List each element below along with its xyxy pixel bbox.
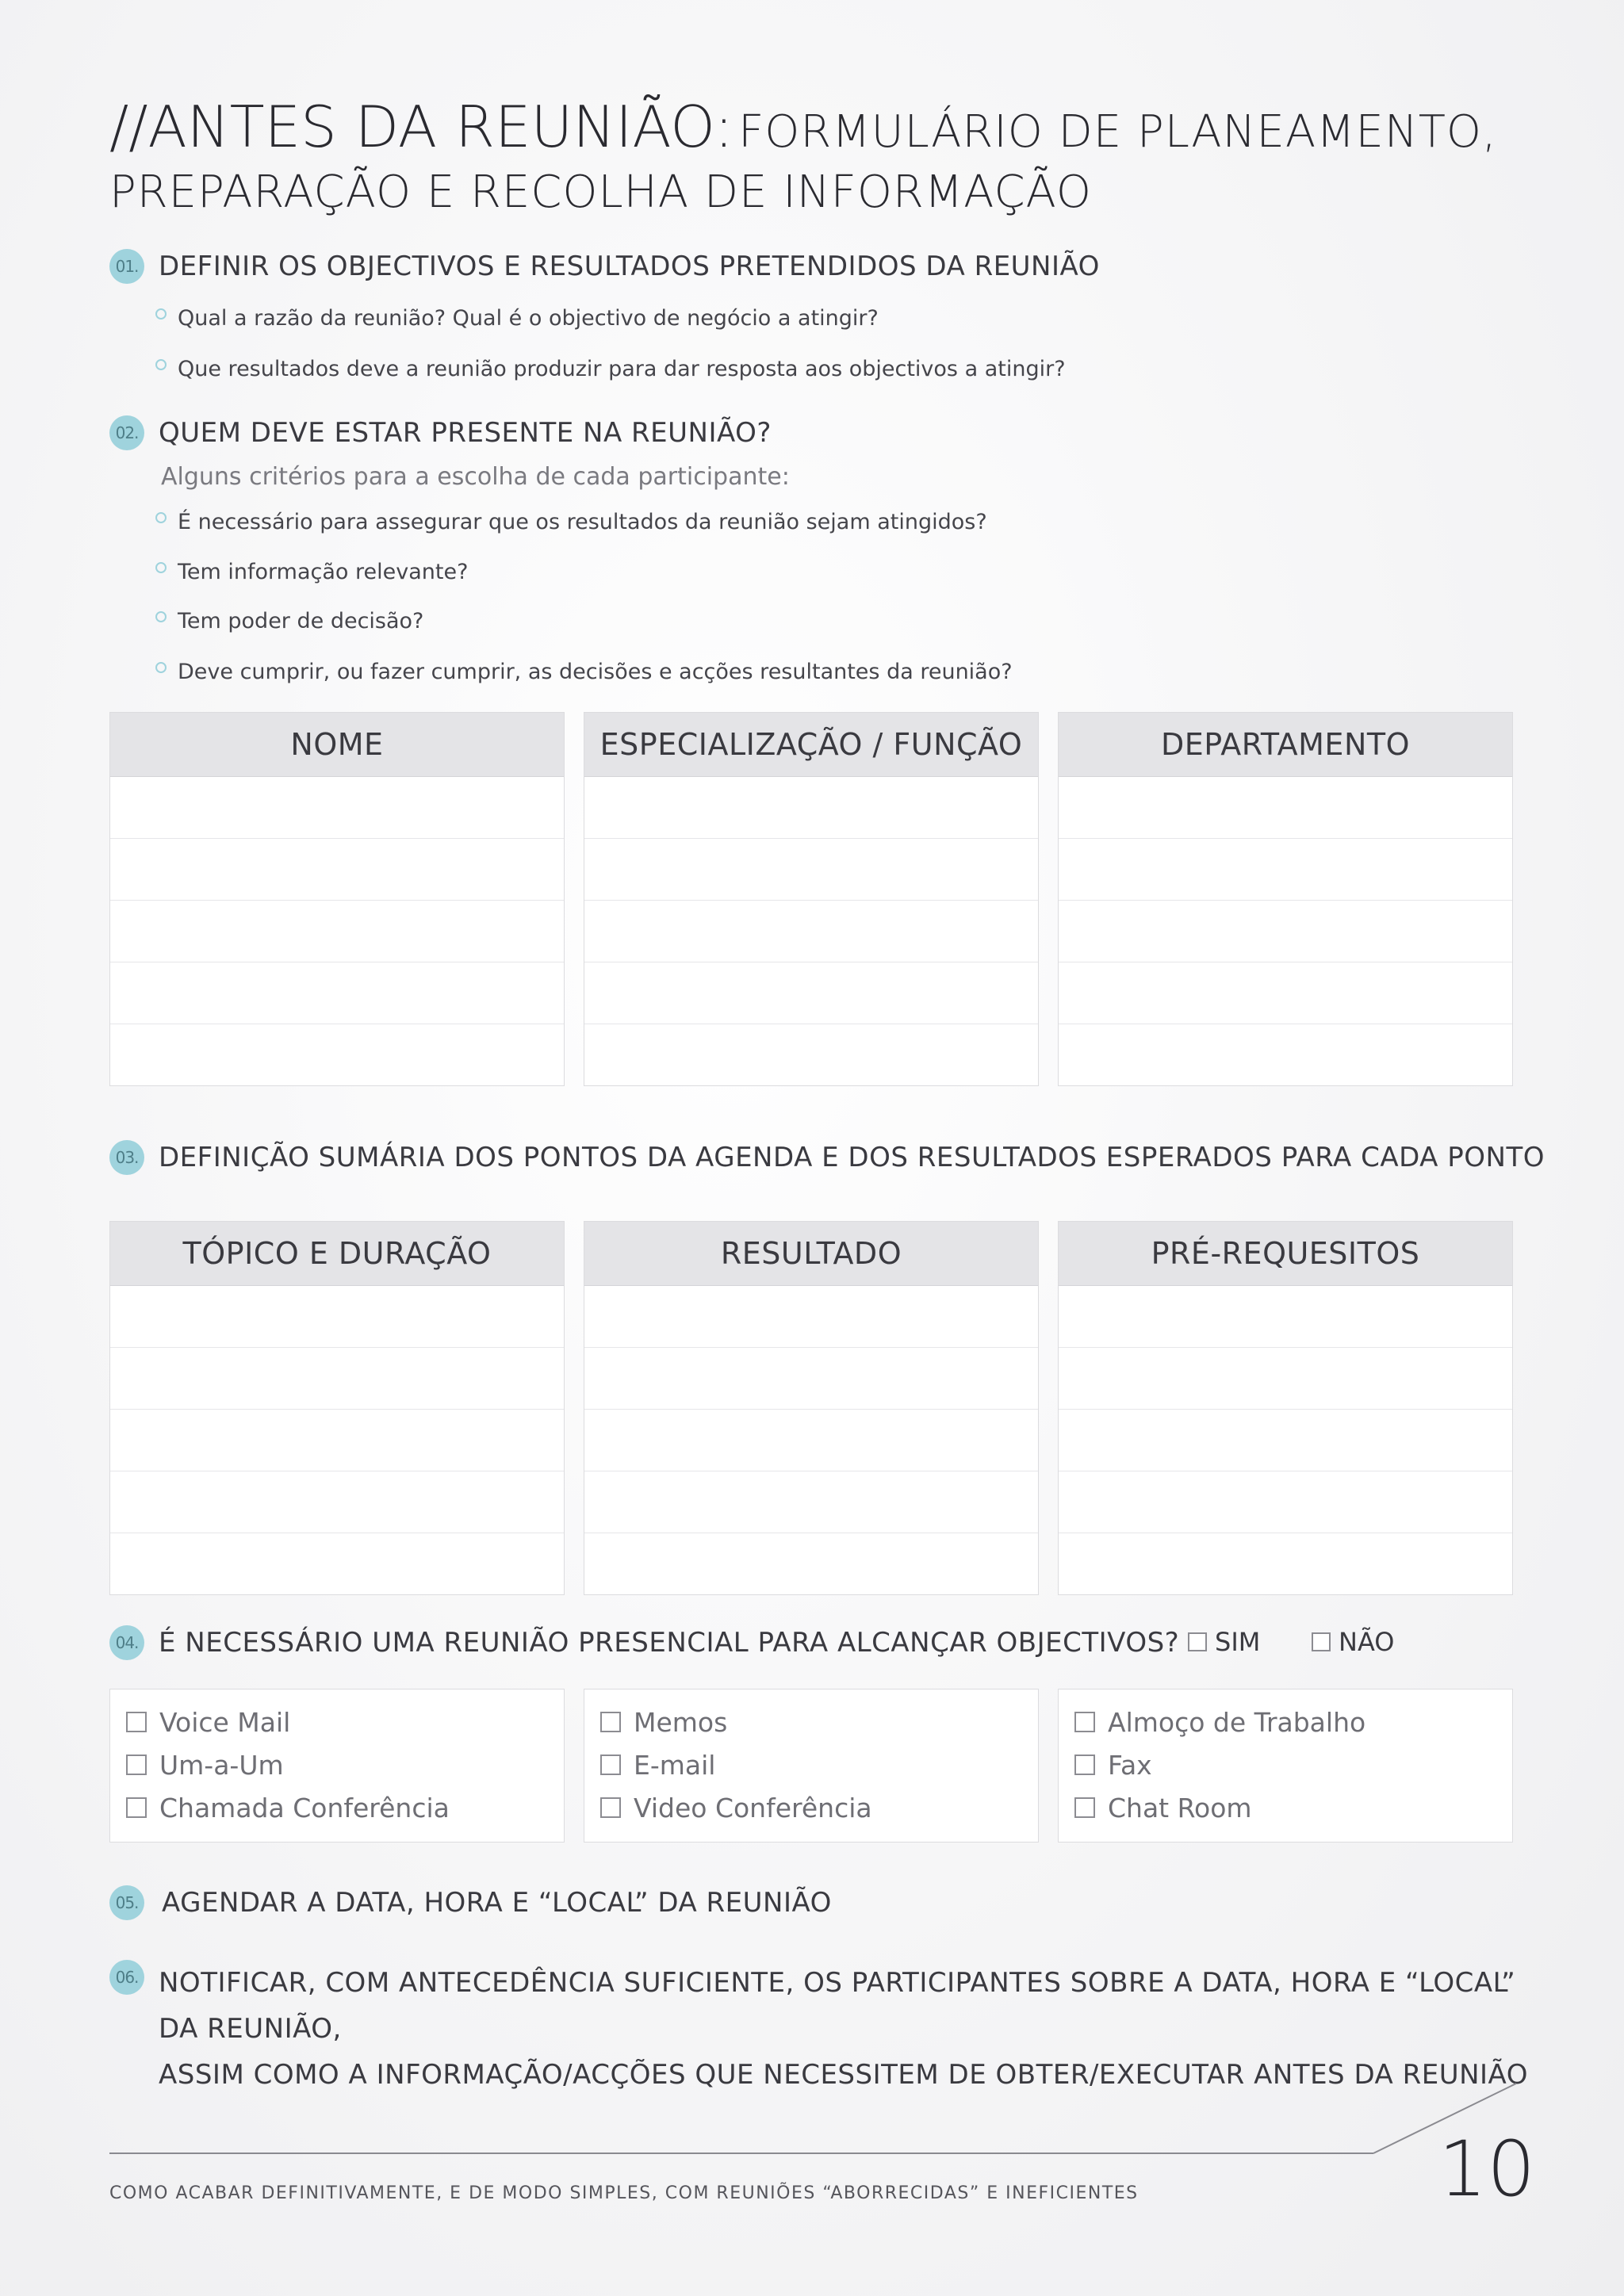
checkbox[interactable]	[126, 1712, 147, 1732]
alternatives-box-3	[1058, 1689, 1513, 1843]
checkbox[interactable]	[600, 1797, 621, 1818]
participants-table-funcao	[584, 712, 1039, 1086]
section-title: DEFINIÇÃO SUMÁRIA DOS PONTOS DA AGENDA E DOS RESULTADOS ESPERADOS PARA CADA PONTO	[159, 1142, 1545, 1173]
table-row[interactable]	[110, 777, 564, 839]
bullet-icon	[155, 512, 167, 523]
section-number-badge: 02.	[109, 415, 144, 450]
table-row[interactable]	[1059, 1410, 1512, 1471]
agenda-table-topico	[109, 1221, 565, 1595]
no-checkbox[interactable]	[1312, 1632, 1331, 1651]
table-row[interactable]	[584, 1024, 1038, 1085]
option-memos[interactable]: Memos	[600, 1701, 1038, 1743]
table-row[interactable]	[584, 839, 1038, 901]
table-row[interactable]	[584, 901, 1038, 962]
agenda-table-prerequisitos	[1058, 1221, 1513, 1595]
section-title: AGENDAR A DATA, HORA E “LOCAL” DA REUNIÃO	[162, 1887, 832, 1919]
table-header: ESPECIALIZAÇÃO / FUNÇÃO	[584, 713, 1038, 777]
section-number-badge: 04.	[109, 1625, 144, 1660]
table-row[interactable]	[110, 1024, 564, 1085]
table-row[interactable]	[584, 777, 1038, 839]
title-main: //ANTES DA REUNIÃO:	[109, 94, 733, 160]
section-01	[109, 249, 1100, 284]
checkbox[interactable]	[126, 1755, 147, 1775]
checkbox[interactable]	[600, 1755, 621, 1775]
alternatives-box-2	[584, 1689, 1039, 1843]
table-row[interactable]	[1059, 901, 1512, 962]
page-title	[109, 94, 1537, 218]
alternatives-box-1	[109, 1689, 565, 1843]
section-title: QUEM DEVE ESTAR PRESENTE NA REUNIÃO?	[159, 417, 772, 449]
yes-checkbox[interactable]	[1188, 1632, 1207, 1651]
title-line2: PREPARAÇÃO E RECOLHA DE INFORMAÇÃO	[109, 166, 1092, 218]
bullet-icon	[155, 562, 167, 573]
table-row[interactable]	[110, 1533, 564, 1594]
table-header: DEPARTAMENTO	[1059, 713, 1512, 777]
option-almoco-trabalho[interactable]: Almoço de Trabalho	[1074, 1701, 1512, 1743]
section-number-badge: 03.	[109, 1140, 144, 1175]
checkbox[interactable]	[1074, 1797, 1095, 1818]
section-number-badge: 06.	[109, 1960, 144, 1995]
section-title: DEFINIR OS OBJECTIVOS E RESULTADOS PRETENDIDOS DA REUNIÃO	[159, 251, 1100, 282]
table-row[interactable]	[1059, 962, 1512, 1024]
table-row[interactable]	[1059, 839, 1512, 901]
no-option[interactable]	[1312, 1627, 1394, 1657]
page-number: 10	[1438, 2125, 1536, 2214]
section-number-badge: 05.	[109, 1885, 144, 1920]
no-label: NÃO	[1339, 1627, 1395, 1657]
checkbox[interactable]	[1074, 1712, 1095, 1732]
table-row[interactable]	[110, 1410, 564, 1471]
bullet-item: Tem poder de decisão?	[155, 609, 423, 633]
table-row[interactable]	[584, 962, 1038, 1024]
table-row[interactable]	[1059, 1024, 1512, 1085]
option-e-mail[interactable]: E-mail	[600, 1743, 1038, 1786]
criteria-note: Alguns critérios para a escolha de cada participante:	[161, 463, 790, 491]
option-voice-mail[interactable]: Voice Mail	[126, 1701, 564, 1743]
table-row[interactable]	[110, 1471, 564, 1533]
table-row[interactable]	[110, 901, 564, 962]
bullet-icon	[155, 662, 167, 673]
table-row[interactable]	[110, 1348, 564, 1410]
section-03	[109, 1140, 1545, 1175]
checkbox[interactable]	[1074, 1755, 1095, 1775]
checkbox[interactable]	[600, 1712, 621, 1732]
section-05	[109, 1885, 832, 1920]
agenda-table-resultado	[584, 1221, 1039, 1595]
participants-table-departamento	[1058, 712, 1513, 1086]
table-row[interactable]	[1059, 1533, 1512, 1594]
option-fax[interactable]: Fax	[1074, 1743, 1512, 1786]
participants-table-nome	[109, 712, 565, 1086]
section-title: NOTIFICAR, COM ANTECEDÊNCIA SUFICIENTE, OS PARTICIPANTES SOBRE A DATA, HORA E “LOCAL” DA REUNIÃO, ASSIM COMO A INFORMAÇÃO/ACÇÕES QUE NECESSITEM DE OBTER/EXECUTAR ANTES DA REUNIÃO	[159, 1967, 1528, 2091]
table-row[interactable]	[584, 1471, 1038, 1533]
checkbox[interactable]	[126, 1797, 147, 1818]
footer-divider	[109, 2077, 1516, 2156]
footer-text: COMO ACABAR DEFINITIVAMENTE, E DE MODO SIMPLES, COM REUNIÕES “ABORRECIDAS” E INEFICIENTES	[109, 2183, 1139, 2203]
option-video-conferencia[interactable]: Video Conferência	[600, 1786, 1038, 1829]
table-header: RESULTADO	[584, 1222, 1038, 1286]
table-header: PRÉ-REQUESITOS	[1059, 1222, 1512, 1286]
yes-label: SIM	[1215, 1627, 1261, 1657]
bullet-icon	[155, 308, 167, 320]
table-row[interactable]	[584, 1348, 1038, 1410]
option-um-a-um[interactable]: Um-a-Um	[126, 1743, 564, 1786]
table-header: TÓPICO E DURAÇÃO	[110, 1222, 564, 1286]
table-row[interactable]	[584, 1286, 1038, 1348]
yes-option[interactable]	[1188, 1627, 1260, 1657]
table-row[interactable]	[584, 1410, 1038, 1471]
section-title: É NECESSÁRIO UMA REUNIÃO PRESENCIAL PARA ALCANÇAR OBJECTIVOS?	[159, 1627, 1180, 1659]
bullet-item: Deve cumprir, ou fazer cumprir, as decisões e acções resultantes da reunião?	[155, 660, 1013, 684]
table-row[interactable]	[1059, 1471, 1512, 1533]
table-row[interactable]	[1059, 777, 1512, 839]
option-chamada-conferencia[interactable]: Chamada Conferência	[126, 1786, 564, 1829]
option-chat-room[interactable]: Chat Room	[1074, 1786, 1512, 1829]
table-row[interactable]	[110, 839, 564, 901]
bullet-item: Que resultados deve a reunião produzir para dar resposta aos objectivos a atingir?	[155, 357, 1066, 381]
table-row[interactable]	[110, 1286, 564, 1348]
section-04	[109, 1625, 1179, 1660]
table-row[interactable]	[584, 1533, 1038, 1594]
bullet-item: Tem informação relevante?	[155, 560, 468, 584]
title-rest: FORMULÁRIO DE PLANEAMENTO,	[738, 106, 1497, 158]
table-row[interactable]	[1059, 1286, 1512, 1348]
table-row[interactable]	[110, 962, 564, 1024]
bullet-icon	[155, 611, 167, 622]
bullet-item: Qual a razão da reunião? Qual é o objectivo de negócio a atingir?	[155, 306, 879, 331]
section-02	[109, 415, 772, 450]
table-header: NOME	[110, 713, 564, 777]
bullet-item: É necessário para assegurar que os resultados da reunião sejam atingidos?	[155, 510, 987, 534]
section-number-badge: 01.	[109, 249, 144, 284]
table-row[interactable]	[1059, 1348, 1512, 1410]
bullet-icon	[155, 359, 167, 370]
